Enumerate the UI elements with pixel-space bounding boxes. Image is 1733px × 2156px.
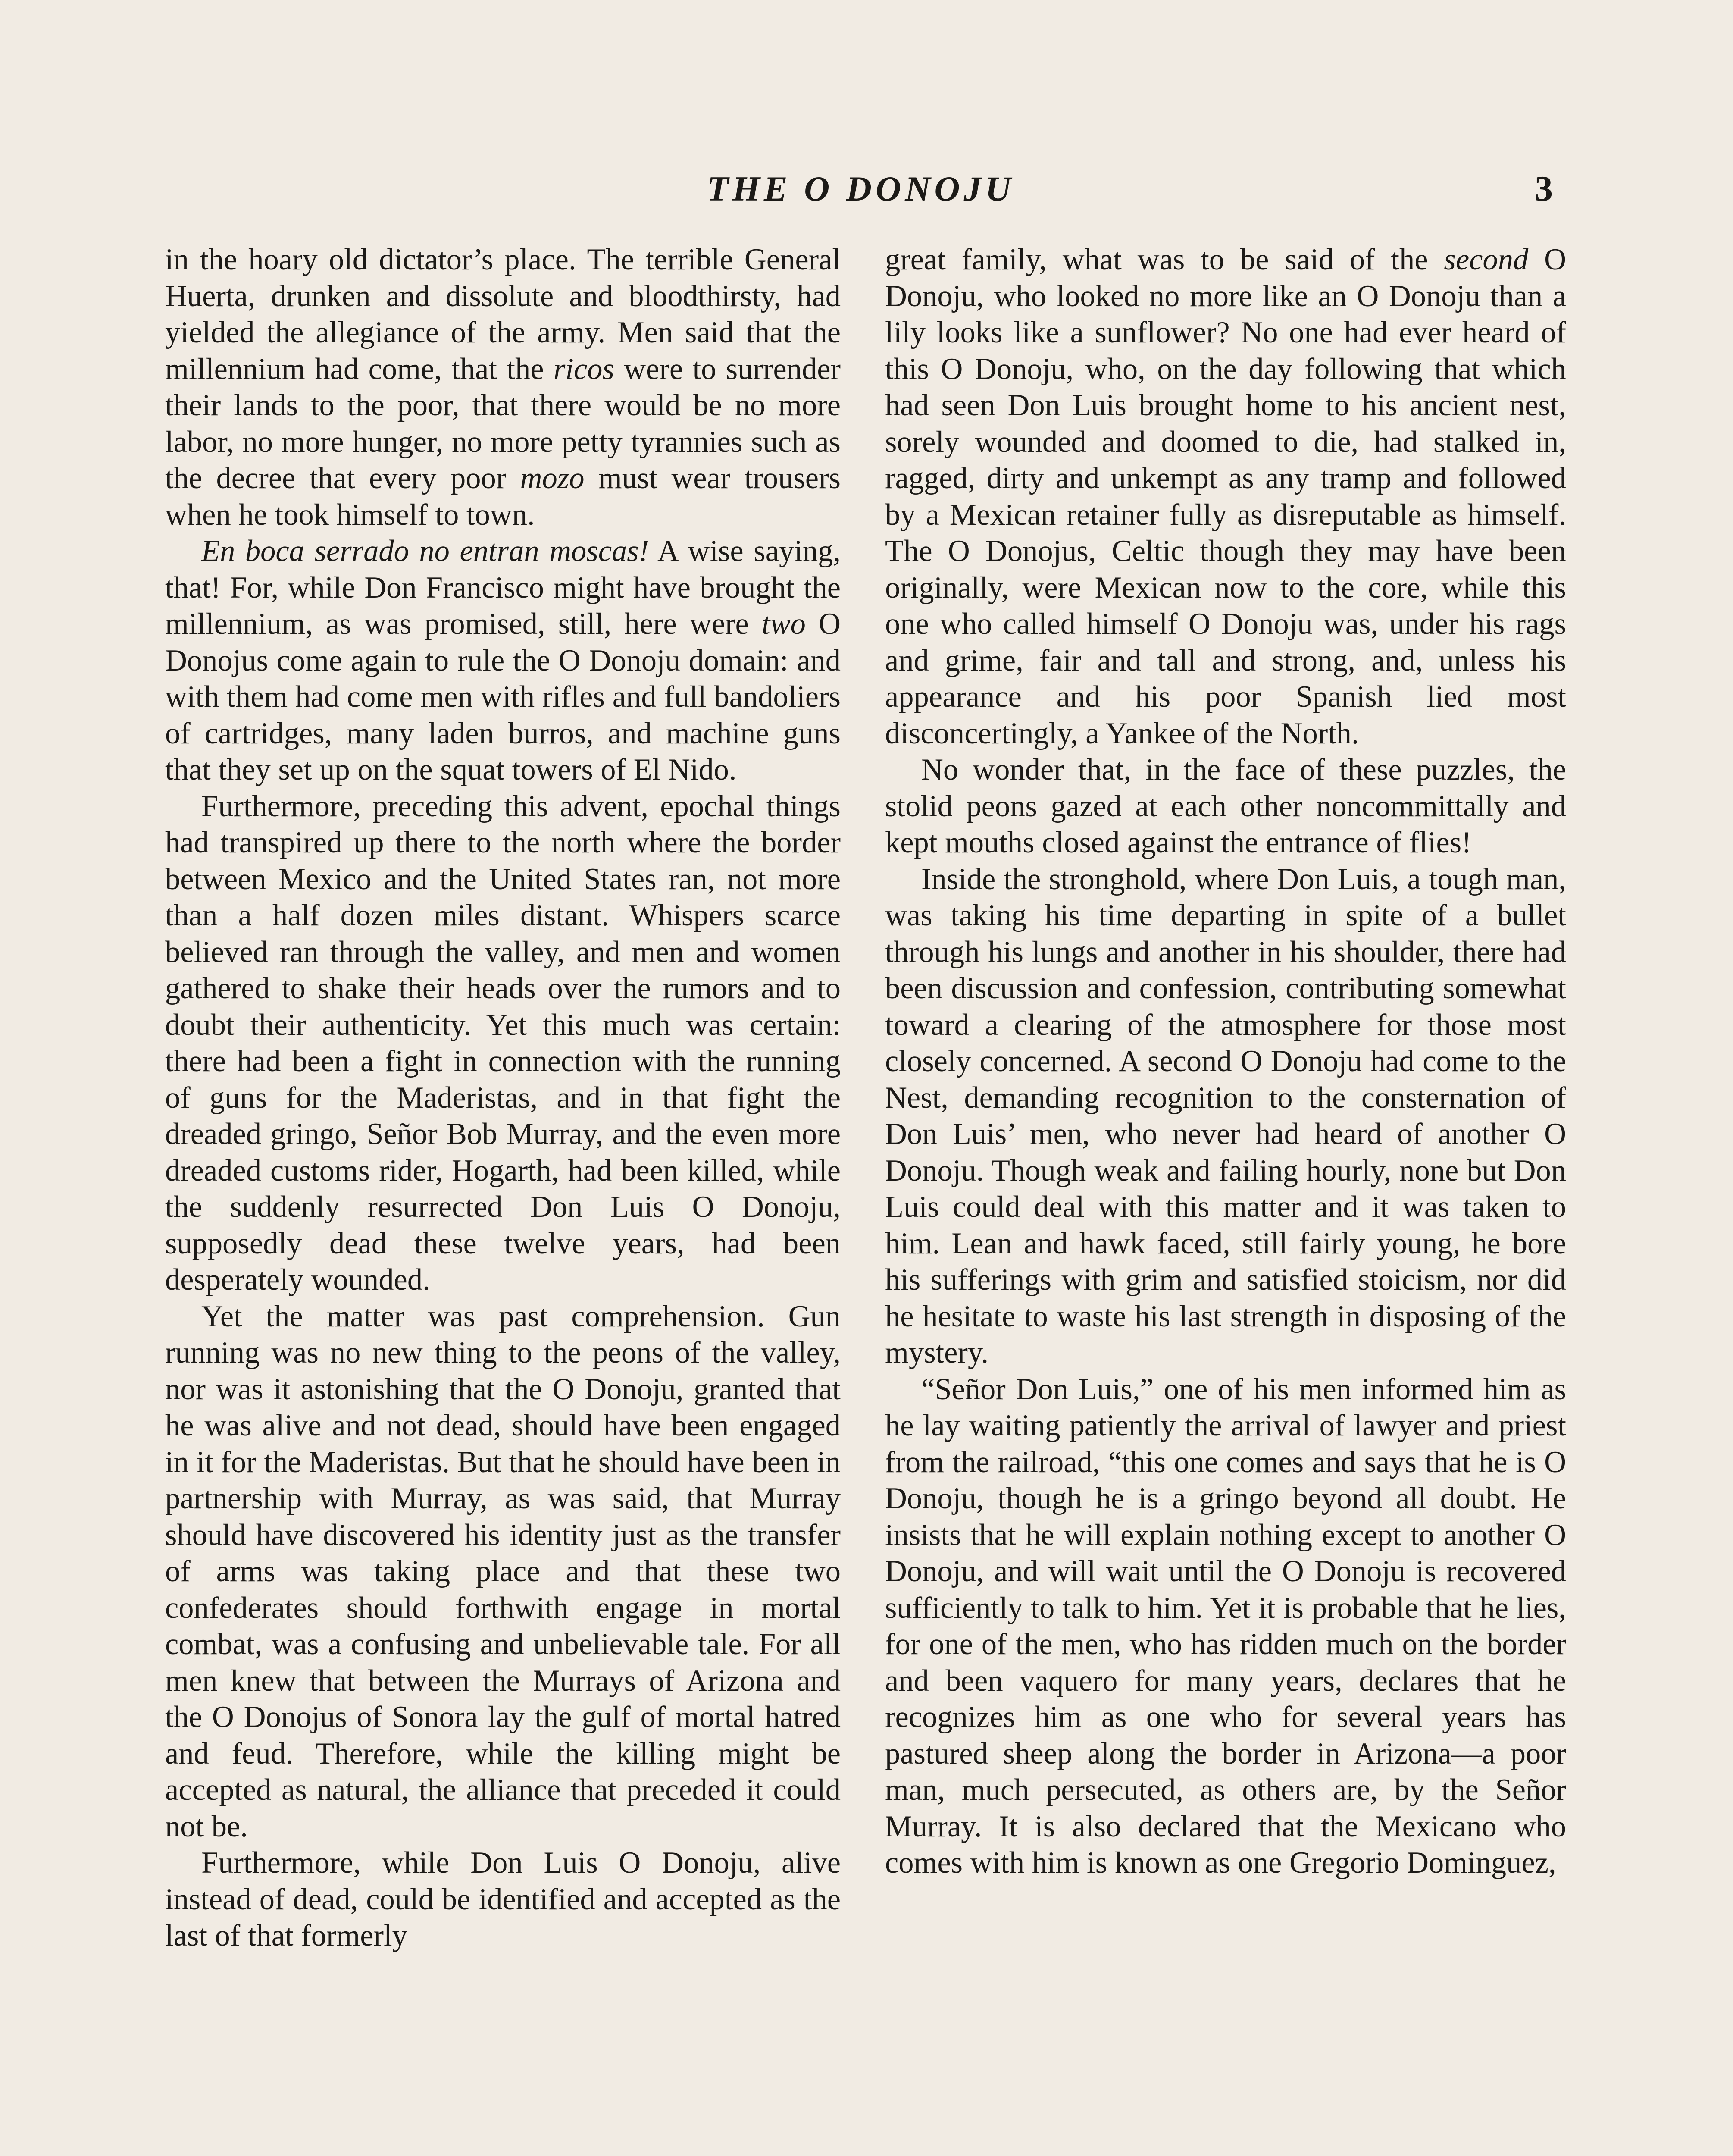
page-header bbox=[0, 163, 1733, 215]
left-column bbox=[165, 241, 841, 1954]
paragraph: No wonder that, in the face of these puzzles, the stolid peons gazed at each other noncommittally and kept mouths closed against the entrance of flies! bbox=[885, 753, 1566, 859]
running-title: THE O DONOJU bbox=[707, 169, 1015, 208]
paragraph: En boca serrado no entran moscas! A wise saying, that! For, while Don Francisco might have brought the millennium, as was promised, still, here were two O Donojus come again to rule the O Donoju domain: and with them had come men with rifles and full bandoliers of cartridges, many laden burros, and machine guns that they set up on the squat towers of El Nido. bbox=[165, 534, 841, 787]
paragraph: Yet the matter was past comprehension. Gun running was no new thing to the peons of the valley, nor was it astonishing that the O Donoju, granted that he was alive and not dead, should have been engaged in it for the Maderistas. But that he should have been in partnership with Murray, as was said, that Murray should have discovered his identity just as the transfer of arms was taking place and that these two confederates should forthwith engage in mortal combat, was a confusing and unbelievable tale. For all men knew that between the Murrays of Arizona and the O Donojus of Sonora lay the gulf of mortal hatred and feud. Therefore, while the killing might be accepted as natural, the alliance that preceded it could not be. bbox=[165, 1299, 841, 1843]
paragraph: Furthermore, while Don Luis O Donoju, alive instead of dead, could be identified and accepted as the last of that formerly bbox=[165, 1846, 841, 1952]
paragraph: in the hoary old dictator’s place. The terrible General Huerta, drunken and dissolute and bloodthirsty, had yielded the allegiance of the army. Men said that the millennium had come, that the ricos were to surrender their lands to the poor, that there would be no more labor, no more hunger, no more petty tyrannies such as the decree that every poor mozo must wear trousers when he took himself to town. bbox=[165, 243, 841, 532]
right-column bbox=[885, 241, 1566, 1881]
paragraph: great family, what was to be said of the second O Donoju, who looked no more like an O Donoju than a lily looks like a sunflower? No one had ever heard of this O Donoju, who, on the day following that which had seen Don Luis brought home to his ancient nest, sorely wounded and doomed to die, had stalked in, ragged, dirty and unkempt as any tramp and followed by a Mexican retainer fully as disreputable as himself. The O Donojus, Celtic though they may have been originally, were Mexican now to the core, while this one who called himself O Donoju was, under his rags and grime, fair and tall and strong, and, unless his appearance and his poor Spanish lied most disconcertingly, a Yankee of the North. bbox=[885, 243, 1567, 750]
page-number: 3 bbox=[1535, 169, 1553, 209]
paragraph: “Señor Don Luis,” one of his men informed him as he lay waiting patiently the arrival of lawyer and priest from the railroad, “this one comes and says that he is O Donoju, though he is a gringo beyond all doubt. He insists that he will explain nothing except to another O Donoju, and will wait until the O Donoju is recovered sufficiently to talk to him. Yet it is probable that he lies, for one of the men, who has ridden much on the border and been vaquero for many years, declares that he recognizes him as one who for several years has pastured sheep along the border in Arizona—a poor man, much persecuted, as others are, by the Señor Murray. It is also declared that the Mexicano who comes with him is known as one Gregorio Dominguez, bbox=[885, 1372, 1566, 1880]
paragraph: Furthermore, preceding this advent, epochal things had transpired up there to the north where the border between Mexico and the United States ran, not more than a half dozen miles distant. Whispers scarce believed ran through the valley, and men and women gathered to shake their heads over the rumors and to doubt their authenticity. Yet this much was certain: there had been a fight in connection with the running of guns for the Maderistas, and in that fight the dreaded gringo, Señor Bob Murray, and the even more dreaded customs rider, Hogarth, had been killed, while the suddenly resurrected Don Luis O Donoju, supposedly dead these twelve years, had been desperately wounded. bbox=[165, 789, 841, 1297]
paragraph: Inside the stronghold, where Don Luis, a tough man, was taking his time departing in spite of a bullet through his lungs and another in his shoulder, there had been discussion and confession, contributing somewhat toward a clearing of the atmosphere for those most closely concerned. A second O Donoju had come to the Nest, demanding recognition to the consternation of Don Luis’ men, who never had heard of another O Donoju. Though weak and failing hourly, none but Don Luis could deal with this matter and it was taken to him. Lean and hawk faced, still fairly young, he bore his sufferings with grim and satisfied stoicism, nor did he hesitate to waste his last strength in disposing of the mystery. bbox=[885, 862, 1566, 1369]
